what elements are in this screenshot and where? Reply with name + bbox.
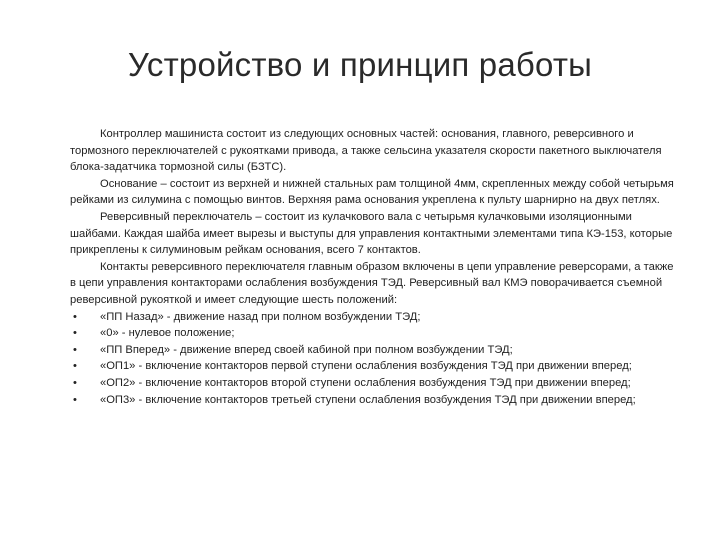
list-item-text: «ОП3» - включение контакторов третьей ступени ослабления возбуждения ТЭД при движении вперед; xyxy=(100,393,636,406)
list-item-text: «0» - нулевое положение; xyxy=(100,327,235,340)
bullet-icon: • xyxy=(73,343,77,356)
paragraph: Контакты реверсивного переключателя главным образом включены в цепи управление реверсорами, а также в цепи управления контакторами ослабления возбуждения ТЭД. Реверсивный вал КМЭ поворачивается съемной реверсивной рукояткой и имеет следующие шесть положений: xyxy=(70,260,674,306)
bullet-icon: • xyxy=(73,327,77,340)
positions-list xyxy=(70,309,682,409)
list-item xyxy=(73,342,682,359)
bullet-icon: • xyxy=(73,310,77,323)
list-item-text: «ПП Назад» - движение назад при полном возбуждении ТЭД; xyxy=(100,310,421,323)
paragraph: Контроллер машиниста состоит из следующих основных частей: основания, главного, реверсивного и тормозного переключателей с рукоятками привода, а также сельсина указателя скорости пакетного выключателя блока-задатчика тормозной силы (БЗТС). xyxy=(70,128,662,174)
list-item xyxy=(73,392,682,409)
list-item-text: «ОП2» - включение контакторов второй ступени ослабления возбуждения ТЭД при движении вперед; xyxy=(100,376,631,389)
list-item xyxy=(73,358,682,375)
slide-body xyxy=(70,126,682,408)
bullet-icon: • xyxy=(73,360,77,373)
list-item-text: «ПП Вперед» - движение вперед своей кабиной при полном возбуждении ТЭД; xyxy=(100,343,513,356)
bullet-icon: • xyxy=(73,376,77,389)
list-item xyxy=(73,325,682,342)
list-item xyxy=(73,309,682,326)
paragraph: Реверсивный переключатель – состоит из кулачкового вала с четырьмя кулачковыми изоляционными шайбами. Каждая шайба имеет вырезы и выступы для управления контактными элементами типа КЭ-153, которые прикреплены к силуминовым рейкам основания, всего 7 контактов. xyxy=(70,210,673,257)
paragraph: Основание – состоит из верхней и нижней стальных рам толщиной 4мм, скрепленных между собой четырьмя рейками из силумина с помощью винтов. Верхняя рама основания укреплена к пульту шарнирно на двух петлях. xyxy=(70,177,674,207)
slide-title: Устройство и принцип работы xyxy=(127,46,593,83)
list-item xyxy=(73,375,682,392)
bullet-icon: • xyxy=(73,393,77,406)
list-item-text: «ОП1» - включение контакторов первой ступени ослабления возбуждения ТЭД при движении вперед; xyxy=(100,360,632,373)
